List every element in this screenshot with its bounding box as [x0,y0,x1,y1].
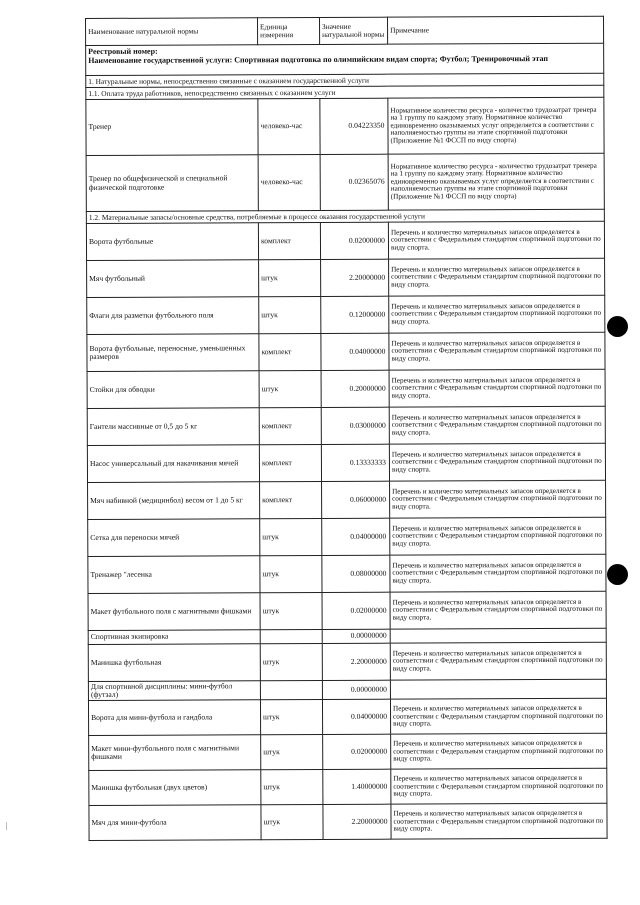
table-row [88,554,606,593]
norm-name: Стойки для обводки [87,371,259,409]
table-row [89,769,607,806]
norm-unit [260,680,322,700]
binder-hole-mark-bottom [607,564,628,585]
table-row [88,699,606,736]
norm-value: 0.00000000 [322,680,390,700]
norms-table [85,16,608,842]
norm-unit: штук [261,770,323,805]
table-row [87,406,605,445]
norm-name: Ворота футбольные, переносные, уменьшенных размеров [87,334,259,372]
norm-unit: комплект [259,407,321,444]
table-row [88,679,606,701]
norm-note: Перечень и количество материальных запасов определяется в соответствии с Федеральным стандартом спортивной подготовки по виду спорта. [390,699,606,735]
norm-unit [260,629,322,643]
norm-unit: комплект [259,444,321,481]
norm-note [390,679,606,699]
norm-note: Перечень и количество материальных запасов определяется в соответствии с Федеральным стандартом спортивной подготовки по виду спорта. [390,517,606,555]
header-unit: Единица измерения [258,17,320,44]
norm-value: 0.00000000 [322,629,390,643]
table-row [88,480,606,519]
table-row [88,642,606,681]
norm-unit: штук [259,370,321,407]
section-title: 1.1. Оплата труда работников, непосредственно связанных с оказанием услуги [86,85,604,99]
table-row [86,97,604,155]
norm-unit: штук [260,555,322,592]
norm-note: Перечень и количество материальных запасов определяется в соответствии с Федеральным стандартом спортивной подготовки по виду спорта. [390,591,606,629]
table-row [87,369,605,408]
registry-number: Реестровый номер: [88,46,158,56]
norm-unit: штук [261,805,323,840]
section-title: 1. Натуральные нормы, непосредственно связанные с оказанием государственной услуги [86,73,604,87]
norm-unit: штук [260,700,322,735]
registry-cell [86,43,604,75]
norm-unit: штук [260,518,322,555]
norm-unit: комплект [258,222,320,259]
norm-unit: штук [260,643,322,680]
norm-note: Нормативное количество ресурса - количество трудозатрат тренера на 1 группу по каждому этапу. Нормативное количество единовременно оказываемых услуг определяется в соответствии с наполняемостью группы на этапе спортивной подготовки (Приложение №1 ФССП по виду спорта) [388,153,604,210]
norm-name: Манишка футбольная (двух цветов) [89,770,261,806]
norm-value: 2.20000000 [321,259,389,296]
norm-value: 0.12000000 [321,296,389,333]
norm-name: Мяч футбольный [87,260,259,298]
norm-note: Перечень и количество материальных запасов определяется в соответствии с Федеральным стандартом спортивной подготовки по виду спорта. [389,332,605,370]
norm-note: Перечень и количество материальных запасов определяется в соответствии с Федеральным стандартом спортивной подготовки по виду спорта. [391,734,607,770]
norm-value: 0.02000000 [320,222,388,259]
norm-value: 0.08000000 [322,555,390,592]
norm-name: Мяч набивной (медицинбол) весом от 1 до 5 кг [88,482,260,520]
norm-note: Перечень и количество материальных запасов определяется в соответствии с Федеральным стандартом спортивной подготовки по виду спорта. [389,443,605,481]
norm-note: Перечень и количество материальных запасов определяется в соответствии с Федеральным стандартом спортивной подготовки по виду спорта. [391,769,607,805]
table-row [87,258,605,297]
norm-name: Ворота для мини-футбола и гандбола [88,700,260,736]
norm-value: 1.40000000 [323,770,391,805]
norm-note: Перечень и количество материальных запасов определяется в соответствии с Федеральным стандартом спортивной подготовки по виду спорта. [390,642,606,680]
norm-unit: комплект [259,333,321,370]
norm-value: 2.20000000 [323,805,391,840]
norm-value: 0.02000000 [323,735,391,770]
norm-name: Тренер по общефизической и специальной физической подготовке [86,155,258,212]
norm-name: Гантели массивные от 0,5 до 5 кг [87,408,259,446]
norm-value: 2.20000000 [322,643,390,680]
norm-name: Манишка футбольная [88,644,260,682]
norm-value: 0.04000000 [322,700,390,735]
table-row [89,734,607,771]
norm-value: 0.02365076 [320,154,388,210]
norm-name: Макет футбольного поля с магнитными фишками [88,593,260,631]
norm-value: 0.04223350 [320,98,388,154]
norm-unit: штук [260,592,322,629]
norm-unit: штук [259,296,321,333]
norm-unit: штук [261,735,323,770]
norm-value: 0.02000000 [322,592,390,629]
norm-name: Для спортивной дисциплины: мини-футбол (футзал) [88,681,260,701]
norm-name: Тренажер "лесенка [88,556,260,594]
norm-name: Мяч для мини-футбола [89,805,261,841]
table-row [87,443,605,482]
norm-name: Флаги для разметки футбольного поля [87,297,259,335]
table-row [86,153,604,211]
scan-artifact [6,822,7,830]
norm-value: 0.06000000 [322,481,390,518]
norm-note: Перечень и количество материальных запасов определяется в соответствии с Федеральным стандартом спортивной подготовки по виду спорта. [389,258,605,296]
norm-name: Насос универсальный для накачивания мячей [87,445,259,483]
table-row [88,591,606,630]
section-title: 1.2. Материальные запасы/основные средства, потребляемые в процессе оказания государственной услуги [86,209,604,223]
norm-name: Ворота футбольные [86,223,258,261]
norm-note: Перечень и количество материальных запасов определяется в соответствии с Федеральным стандартом спортивной подготовки по виду спорта. [389,369,605,407]
norm-unit: штук [259,259,321,296]
norm-value: 0.04000000 [322,518,390,555]
norm-name: Спортивная экипировка [88,630,260,645]
norm-name: Сетка для переноски мячей [88,519,260,557]
norm-value: 0.04000000 [321,333,389,370]
header-name: Наименование натуральной нормы [86,18,258,46]
table-row [88,517,606,556]
norm-unit: комплект [260,481,322,518]
norm-note: Нормативное количество ресурса - количество трудозатрат тренера на 1 группу по каждому этапу. Нормативное количество единовременно оказываемых услуг определяется в соответствии с наполняемостью группы на этапе спортивной подготовки (Приложение №1 ФССП по виду спорта) [388,97,604,154]
norm-note [390,628,606,643]
table-row [87,332,605,371]
norm-unit: человеко-час [258,98,320,154]
norm-name: Макет мини-футбольного поля с магнитными фишками [89,735,261,771]
service-name: Наименование государственной услуги: Спортивная подготовка по олимпийским видам спорта; Футбол; Тренировочный этап [88,53,548,65]
table-row [86,221,604,260]
norm-note: Перечень и количество материальных запасов определяется в соответствии с Федеральным стандартом спортивной подготовки по виду спорта. [390,554,606,592]
norm-value: 0.13333333 [321,444,389,481]
norm-note: Перечень и количество материальных запасов определяется в соответствии с Федеральным стандартом спортивной подготовки по виду спорта. [388,221,604,259]
table-row [89,804,607,841]
norm-note: Перечень и количество материальных запасов определяется в соответствии с Федеральным стандартом спортивной подготовки по виду спорта. [390,480,606,518]
norm-value: 0.20000000 [321,370,389,407]
norm-unit: человеко-час [258,154,320,210]
header-value: Значение натуральной нормы [319,17,387,44]
binder-hole-mark-top [607,316,628,337]
norm-value: 0.03000000 [321,407,389,444]
table-row [87,295,605,334]
norm-note: Перечень и количество материальных запасов определяется в соответствии с Федеральным стандартом спортивной подготовки по виду спорта. [391,804,607,840]
header-note: Примечание [387,16,603,44]
norm-note: Перечень и количество материальных запасов определяется в соответствии с Федеральным стандартом спортивной подготовки по виду спорта. [389,295,605,333]
norm-note: Перечень и количество материальных запасов определяется в соответствии с Федеральным стандартом спортивной подготовки по виду спорта. [389,406,605,444]
registry-row [86,43,604,75]
table-header-row [86,16,604,45]
norm-name: Тренер [86,99,258,156]
